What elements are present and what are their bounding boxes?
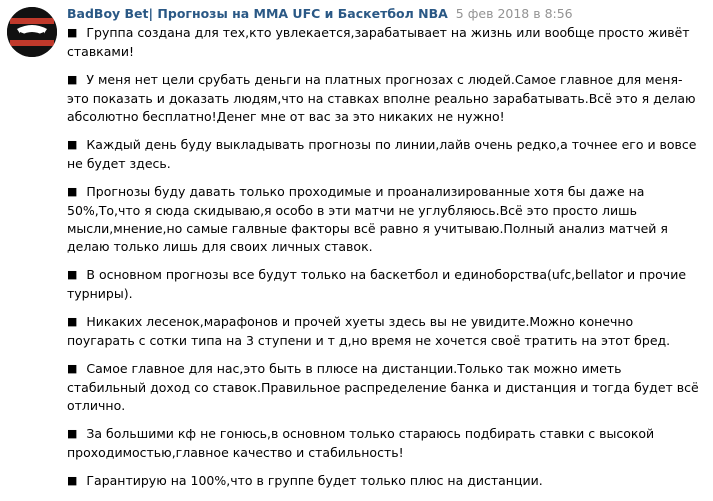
paragraph-text: За большими кф не гонюсь,в основном только стараюсь подбирать ставки с высокой проходимостью,главное качество и стабильность!	[67, 426, 655, 460]
author-link[interactable]: BadBoy Bet| Прогнозы на MMA UFC и Баскетбол NBA	[67, 6, 448, 21]
square-bullet-icon: ■	[67, 138, 78, 151]
square-bullet-icon: ■	[67, 474, 78, 487]
post-paragraph	[67, 266, 699, 303]
post-paragraph	[67, 313, 699, 350]
post-header	[67, 6, 573, 22]
post-text	[67, 24, 699, 501]
avatar[interactable]	[7, 7, 57, 57]
square-bullet-icon: ■	[67, 268, 78, 281]
square-bullet-icon: ■	[67, 427, 78, 440]
paragraph-text: Группа создана для тех,кто увлекается,зарабатывает на жизнь или вообще просто живёт ставками!	[67, 25, 690, 59]
square-bullet-icon: ■	[67, 362, 78, 375]
post-paragraph	[67, 136, 699, 173]
paragraph-text: Самое главное для нас,это быть в плюсе на дистанции.Только так можно иметь стабильный доход со ставок.Правильное распределение банка и дистанция и тогда будет всё отлично.	[67, 361, 699, 413]
square-bullet-icon: ■	[67, 73, 78, 86]
post-paragraph	[67, 425, 699, 462]
square-bullet-icon: ■	[67, 26, 78, 39]
post-paragraph	[67, 24, 699, 61]
paragraph-text: Гарантирую на 100%,что в группе будет только плюс на дистанции.	[86, 473, 543, 488]
paragraph-text: В основном прогнозы все будут только на баскетбол и единоборства(ufc,bellator и прочие турниры).	[67, 267, 687, 301]
square-bullet-icon: ■	[67, 315, 78, 328]
badboy-logo-icon	[7, 7, 57, 57]
square-bullet-icon: ■	[67, 185, 78, 198]
post-paragraph	[67, 71, 699, 126]
paragraph-text: Никаких лесенок,марафонов и прочей хуеты здесь вы не увидите.Можно конечно поугарать с сотки типа на 3 ступени и т д,но время не хочется своё тратить на этот бред.	[67, 314, 671, 348]
paragraph-text: Прогнозы буду давать только проходимые и проанализированные хотя бы даже на 50%,То,что я сюда скидываю,я особо в эти матчи не углубляюсь.Всё это просто лишь мысли,мнение,но самые галвные факторы всё равно я учитываю.Полный анализ матчей я делаю только лишь для своих личных ставок.	[67, 184, 668, 254]
paragraph-text: У меня нет цели срубать деньги на платных прогнозах с людей.Самое главное для меня-это показать и доказать людям,что на ставках вполне реально зарабатывать.Всё это я делаю абсолютно бесплатно!Денег мне от вас за это никаких не нужно!	[67, 72, 696, 124]
post-date[interactable]: 5 фев 2018 в 8:56	[455, 6, 573, 21]
post-paragraph	[67, 183, 699, 256]
post-paragraph	[67, 360, 699, 415]
paragraph-text: Каждый день буду выкладывать прогнозы по линии,лайв очень редко,а точнее его и вовсе не будет здесь.	[67, 137, 697, 171]
post-paragraph	[67, 472, 699, 491]
